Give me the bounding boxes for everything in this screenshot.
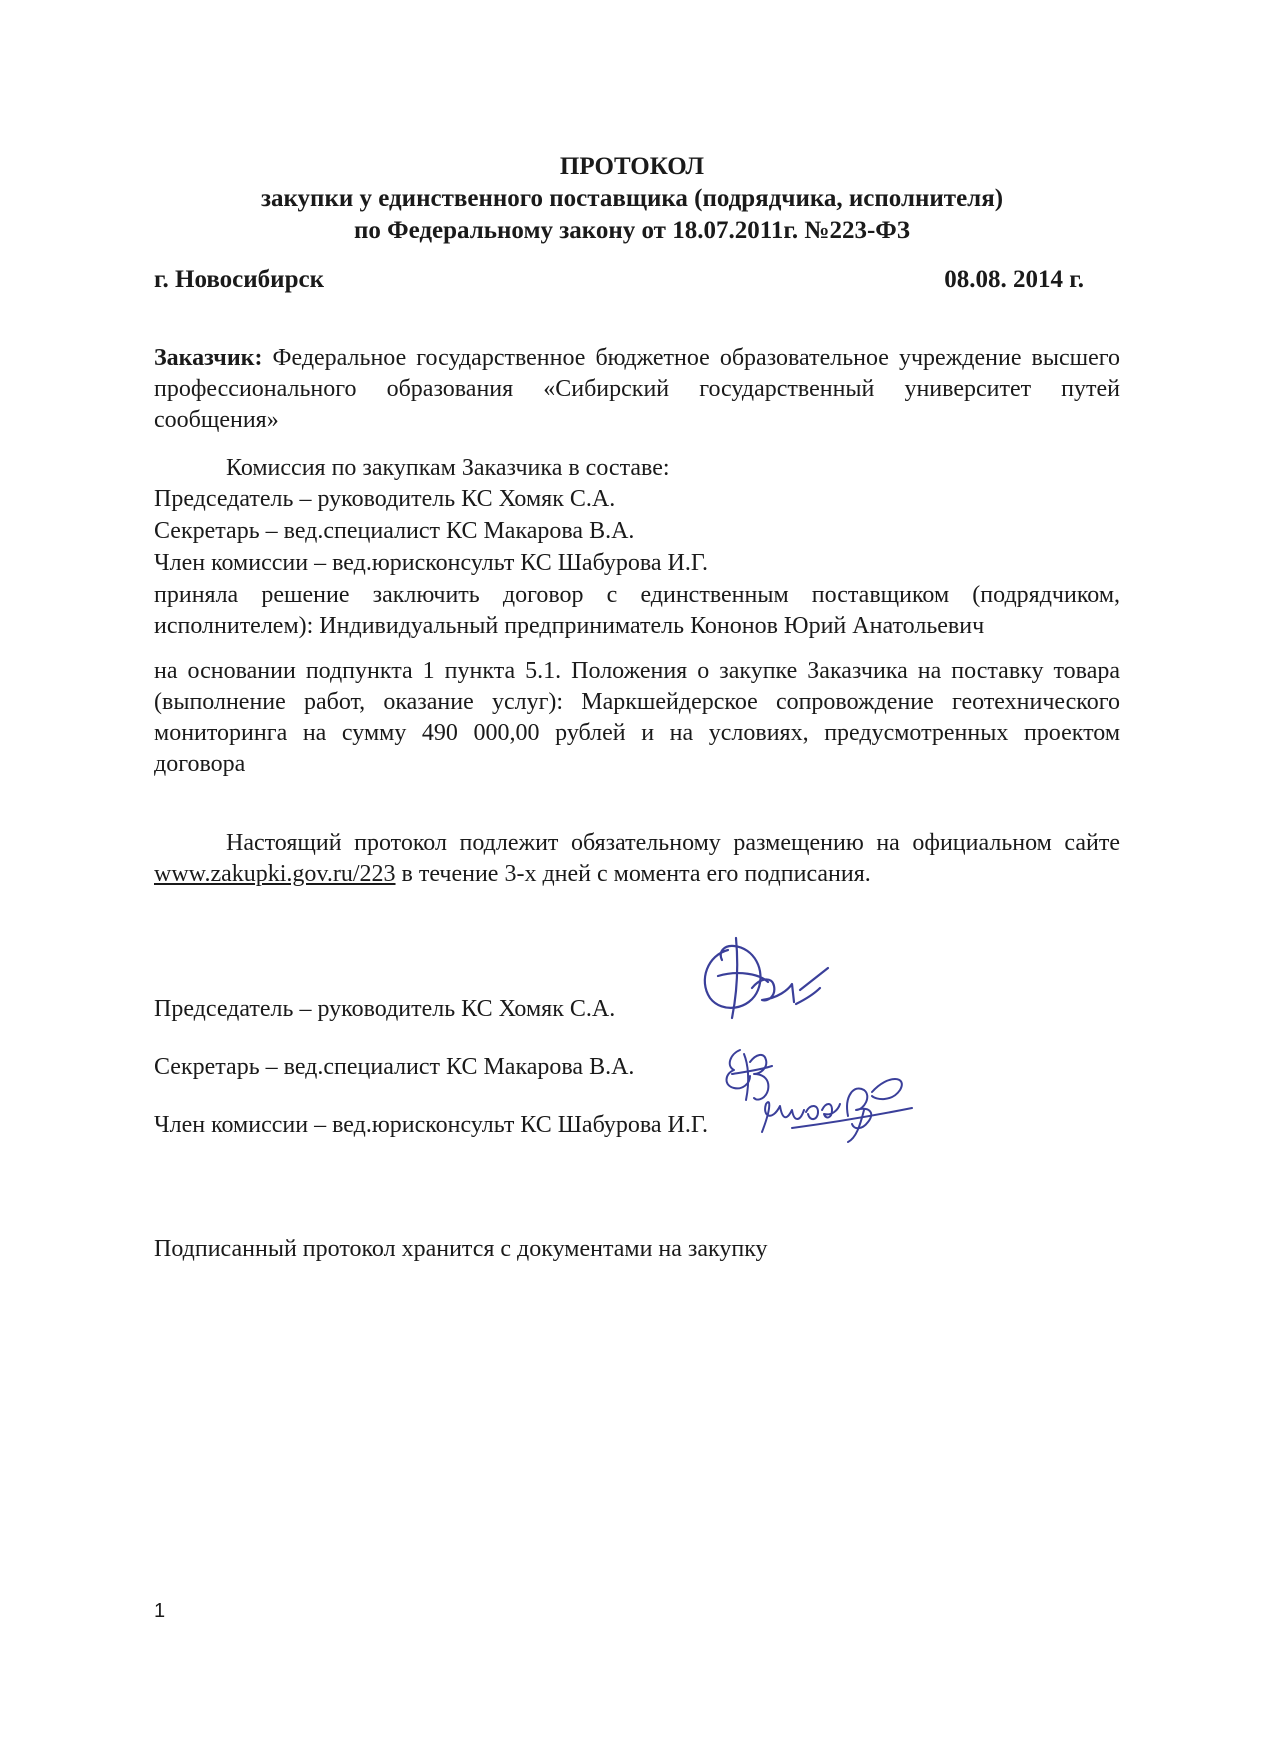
commission-intro: Комиссия по закупкам Заказчика в составе: <box>226 455 670 481</box>
document-title: ПРОТОКОЛ <box>559 153 705 180</box>
lawyer-signature <box>752 1066 922 1146</box>
customer-label: Заказчик: <box>154 345 263 371</box>
publication-paragraph <box>154 828 1120 890</box>
document-subtitle: закупки у единственного поставщика (подрядчика, исполнителя) <box>260 185 1004 212</box>
signature-line-lawyer: Член комиссии – вед.юрисконсульт КС Шабурова И.Г. <box>154 1112 709 1138</box>
commission-member-chairman: Председатель – руководитель КС Хомяк С.А. <box>154 486 616 512</box>
commission-member-lawyer: Член комиссии – вед.юрисконсульт КС Шабурова И.Г. <box>154 550 709 576</box>
customer-paragraph <box>154 343 1120 436</box>
document-law-reference: по Федеральному закону от 18.07.2011г. №223-ФЗ <box>354 217 910 244</box>
commission-member-secretary: Секретарь – вед.специалист КС Макарова В.А. <box>154 518 635 544</box>
customer-text: Федеральное государственное бюджетное образовательное учреждение высшего профессионального образования «Сибирский государственный университет путей сообщения» <box>154 345 1120 433</box>
procurement-site-link[interactable]: www.zakupki.gov.ru/223 <box>154 861 396 887</box>
page-number: 1 <box>154 1600 166 1622</box>
place-date-line <box>154 264 1084 296</box>
basis-paragraph: на основании подпункта 1 пункта 5.1. Положения о закупке Заказчика на поставку товара (выполнение работ, оказание услуг): Маркшейдерское сопровождение геотехнического мониторинга на сумму 490 000,00 рублей и на условиях, предусмотренных проектом договора <box>154 658 1120 777</box>
signature-line-chairman: Председатель – руководитель КС Хомяк С.А. <box>154 996 616 1022</box>
publication-text-end: в течение 3-х дней с момента его подписания. <box>395 861 871 887</box>
document-date: 08.08. 2014 г. <box>944 266 1084 293</box>
city: г. Новосибирск <box>154 266 324 293</box>
decision-paragraph: приняла решение заключить договор с единственным поставщиком (подрядчиком, исполнителем): Индивидуальный предприниматель Кононов Юрий Анатольевич <box>154 582 1120 639</box>
signature-line-secretary: Секретарь – вед.специалист КС Макарова В.А. <box>154 1054 635 1080</box>
publication-text: Настоящий протокол подлежит обязательному размещению на официальном сайте <box>226 830 1120 856</box>
storage-note: Подписанный протокол хранится с документами на закупку <box>154 1236 768 1262</box>
chairman-signature <box>688 930 838 1030</box>
